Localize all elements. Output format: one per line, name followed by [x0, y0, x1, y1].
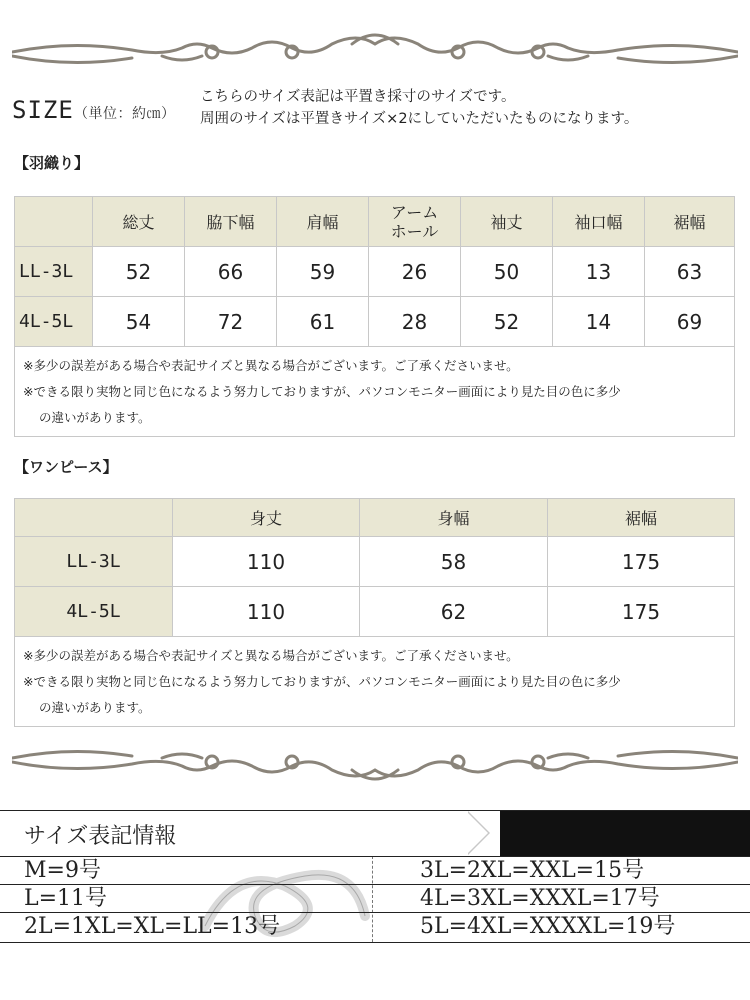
table-cell: 110 — [173, 587, 360, 637]
onepiece-note-row — [15, 637, 735, 727]
haori-col-header: 肩幅 — [277, 197, 369, 247]
haori-col-header-armhole — [369, 197, 461, 247]
table-cell: 66 — [185, 247, 277, 297]
table-cell: 62 — [360, 587, 548, 637]
haori-col-header: 総丈 — [93, 197, 185, 247]
size-info-title-bar — [0, 810, 750, 856]
size-equivalence: L=11号 — [24, 886, 108, 911]
size-info-row — [0, 856, 750, 884]
size-info-title: サイズ表記情報 — [24, 824, 177, 849]
table-cell: 61 — [277, 297, 369, 347]
haori-note-2: ※できる限り実物と同じ色になるよう努力しておりますが、パソコンモニター画面により見た目の色に多少 — [23, 383, 621, 399]
onepiece-col-header: 身幅 — [360, 499, 548, 537]
size-equivalence: 2L=1XL=XL=LL=13号 — [24, 914, 281, 939]
table-cell: 26 — [369, 247, 461, 297]
haori-col-header: 袖口幅 — [553, 197, 645, 247]
table-cell: 175 — [548, 537, 735, 587]
onepiece-size-table — [14, 498, 735, 727]
row-label: 4L-5L — [15, 587, 173, 637]
row-label: LL-3L — [15, 537, 173, 587]
onepiece-note-3: の違いがあります。 — [39, 699, 151, 715]
table-cell: 110 — [173, 537, 360, 587]
onepiece-header-row — [15, 499, 735, 537]
size-info-panel — [0, 810, 750, 1000]
size-unit: （単位：約㎝） — [74, 106, 176, 122]
table-cell: 50 — [461, 247, 553, 297]
size-info-row — [0, 884, 750, 912]
table-cell: 52 — [93, 247, 185, 297]
row-label: LL-3L — [15, 247, 93, 297]
table-cell: 63 — [645, 247, 735, 297]
bottom-ornament — [12, 742, 738, 792]
table-cell: 13 — [553, 247, 645, 297]
size-equivalence: M=9号 — [24, 858, 101, 883]
haori-col-header: 裾幅 — [645, 197, 735, 247]
armhole-line-1: アーム — [390, 202, 439, 222]
size-equivalence: 5L=4XL=XXXXL=19号 — [420, 914, 676, 939]
onepiece-col-header: 身丈 — [173, 499, 360, 537]
armhole-line-2: ホール — [390, 221, 439, 241]
onepiece-title: 【ワンピース】 — [14, 458, 118, 476]
onepiece-corner-cell — [15, 499, 173, 537]
table-row — [15, 537, 735, 587]
table-row — [15, 587, 735, 637]
table-row — [15, 297, 735, 347]
table-cell: 175 — [548, 587, 735, 637]
table-cell: 28 — [369, 297, 461, 347]
haori-col-header: 袖丈 — [461, 197, 553, 247]
haori-col-header: 脇下幅 — [185, 197, 277, 247]
haori-corner-cell — [15, 197, 93, 247]
onepiece-col-header: 裾幅 — [548, 499, 735, 537]
size-title: SIZE — [12, 96, 74, 124]
onepiece-note-2: ※できる限り実物と同じ色になるよう努力しておりますが、パソコンモニター画面により見た目の色に多少 — [23, 673, 621, 689]
table-cell: 54 — [93, 297, 185, 347]
onepiece-note-1: ※多少の誤差がある場合や表記サイズと異なる場合がございます。ご了承くださいませ。 — [23, 647, 519, 663]
size-header — [12, 86, 742, 136]
size-note — [200, 86, 638, 130]
top-ornament — [12, 22, 738, 72]
size-note-line-1: こちらのサイズ表記は平置き採寸のサイズです。 — [200, 89, 516, 105]
onepiece-note-cell — [15, 637, 735, 727]
size-equivalence: 4L=3XL=XXXL=17号 — [420, 886, 660, 911]
haori-note-3: の違いがあります。 — [39, 409, 151, 425]
haori-note-cell — [15, 347, 735, 437]
size-note-line-2: 周囲のサイズは平置きサイズ×2にしていただいたものになります。 — [200, 111, 639, 127]
title-bar-black-band — [500, 811, 750, 856]
size-info-bottom-rule — [0, 942, 750, 943]
title-bar-arrow-inner — [466, 811, 488, 855]
haori-title: 【羽織り】 — [14, 154, 90, 172]
table-cell: 72 — [185, 297, 277, 347]
table-cell: 69 — [645, 297, 735, 347]
size-info-row — [0, 912, 750, 940]
haori-note-1: ※多少の誤差がある場合や表記サイズと異なる場合がございます。ご了承くださいませ。 — [23, 357, 519, 373]
haori-note-row — [15, 347, 735, 437]
size-equivalence: 3L=2XL=XXL=15号 — [420, 858, 645, 883]
table-cell: 58 — [360, 537, 548, 587]
table-cell: 14 — [553, 297, 645, 347]
haori-header-row — [15, 197, 735, 247]
table-row — [15, 247, 735, 297]
haori-size-table — [14, 196, 735, 437]
table-cell: 59 — [277, 247, 369, 297]
row-label: 4L-5L — [15, 297, 93, 347]
table-cell: 52 — [461, 297, 553, 347]
size-info-grid — [0, 856, 750, 1000]
